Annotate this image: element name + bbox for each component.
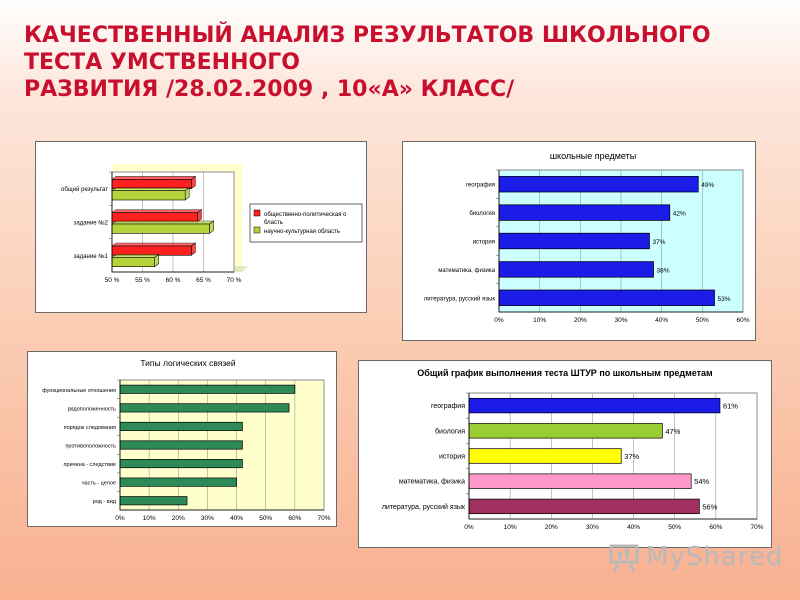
category-label: история bbox=[438, 453, 465, 461]
x-tick-label: 65 % bbox=[196, 277, 211, 284]
bar bbox=[120, 441, 242, 449]
category-label: часть - целое bbox=[81, 480, 116, 487]
x-tick-label: 70% bbox=[750, 524, 764, 531]
x-tick-label: 50% bbox=[695, 317, 709, 324]
bar bbox=[120, 459, 242, 467]
x-tick-label: 70% bbox=[317, 515, 331, 522]
x-tick-label: 40% bbox=[230, 515, 244, 522]
x-tick-label: 50 % bbox=[104, 277, 120, 284]
data-label: 61% bbox=[722, 401, 738, 411]
category-label: география bbox=[465, 182, 495, 189]
bar bbox=[120, 478, 237, 486]
category-label: биология bbox=[469, 211, 495, 218]
data-label: 37% bbox=[624, 452, 640, 461]
legend-label: бласть bbox=[264, 220, 283, 226]
slide-title bbox=[24, 22, 784, 103]
bar bbox=[120, 404, 289, 412]
bar-top bbox=[112, 176, 195, 179]
x-tick-label: 0% bbox=[464, 524, 474, 531]
x-tick-label: 30% bbox=[585, 524, 599, 531]
watermark bbox=[608, 538, 784, 578]
x-tick-label: 60% bbox=[288, 515, 302, 522]
category-label: род - вид bbox=[92, 499, 116, 506]
bar bbox=[469, 398, 720, 413]
bar bbox=[112, 179, 191, 188]
bar-top bbox=[112, 221, 214, 224]
bar-top bbox=[112, 243, 195, 246]
chart-title: Типы логических связей bbox=[140, 358, 236, 368]
x-tick-label: 40% bbox=[655, 317, 669, 324]
bar bbox=[499, 205, 670, 221]
chart-logic bbox=[28, 352, 336, 526]
bar bbox=[112, 191, 185, 200]
bar bbox=[112, 246, 191, 255]
x-tick-label: 10% bbox=[503, 524, 517, 531]
bar bbox=[469, 423, 662, 438]
bar bbox=[469, 499, 699, 514]
category-label: история bbox=[472, 239, 495, 246]
category-label: математика, физика bbox=[398, 478, 465, 486]
category-label: биология bbox=[435, 428, 465, 436]
projector-icon bbox=[608, 540, 642, 574]
data-label: 38% bbox=[656, 267, 670, 275]
x-tick-label: 50% bbox=[668, 524, 682, 531]
x-tick-label: 0% bbox=[494, 317, 504, 324]
legend-swatch bbox=[254, 210, 260, 216]
x-tick-label: 30% bbox=[200, 515, 214, 522]
category-label: география bbox=[431, 403, 465, 411]
chart-tasks-panel bbox=[35, 141, 367, 313]
bar bbox=[499, 262, 654, 278]
slide-title-line1: КАЧЕСТВЕННЫЙ АНАЛИЗ РЕЗУЛЬТАТОВ ШКОЛЬНОГО ТЕСТА УМСТВЕННОГО bbox=[24, 23, 711, 75]
bar bbox=[112, 213, 197, 222]
chart-title: Общий график выполнения теста ШТУР по школьным предметам bbox=[417, 368, 713, 378]
watermark-text: MyShared bbox=[646, 542, 784, 572]
slide-title-line2: РАЗВИТИЯ /28.02.2009 , 10«А» КЛАСС/ bbox=[24, 77, 515, 102]
data-label: 49% bbox=[701, 182, 715, 190]
category-label: порядок следования bbox=[63, 424, 116, 431]
bar bbox=[120, 497, 187, 505]
data-label: 37% bbox=[652, 239, 666, 246]
legend-label: общественно-политическая о bbox=[264, 212, 347, 218]
x-tick-label: 50% bbox=[259, 515, 273, 522]
x-tick-label: 20% bbox=[573, 317, 587, 324]
data-label: 54% bbox=[694, 477, 710, 487]
data-label: 47% bbox=[665, 426, 681, 436]
x-tick-label: 20% bbox=[171, 515, 185, 522]
bar-top bbox=[112, 188, 189, 191]
bar bbox=[112, 257, 155, 266]
category-label: литература, русский язык bbox=[381, 503, 465, 511]
category-label: противоположность bbox=[65, 443, 116, 450]
bar bbox=[499, 176, 698, 192]
x-tick-label: 20% bbox=[544, 524, 558, 531]
data-label: 56% bbox=[702, 502, 718, 512]
legend-label: научно-культурная область bbox=[264, 229, 340, 235]
x-tick-label: 60% bbox=[736, 317, 750, 324]
legend-swatch bbox=[254, 227, 260, 233]
chart-subjects-panel bbox=[402, 141, 756, 341]
chart-subjects bbox=[403, 142, 755, 340]
category-label: причина - следствие bbox=[63, 462, 116, 469]
chart-title: школьные предметы bbox=[549, 151, 637, 161]
bar bbox=[469, 449, 621, 464]
chart-logic-panel bbox=[27, 351, 337, 527]
x-tick-label: 30% bbox=[614, 317, 628, 324]
chart-shtur-panel bbox=[358, 360, 772, 548]
x-tick-label: 60% bbox=[709, 524, 723, 531]
x-tick-label: 70 % bbox=[226, 277, 242, 284]
bar bbox=[469, 474, 691, 489]
category-label: задание №1 bbox=[73, 253, 108, 260]
chart-shtur bbox=[359, 361, 771, 547]
category-label: общий результат bbox=[61, 187, 108, 194]
x-tick-label: 60 % bbox=[165, 277, 181, 284]
bar bbox=[120, 385, 295, 393]
category-label: литература, русский язык bbox=[423, 296, 495, 303]
bar-top bbox=[112, 254, 159, 257]
bar bbox=[120, 422, 242, 430]
data-label: 53% bbox=[717, 295, 731, 303]
bar bbox=[499, 290, 715, 306]
chart-tasks bbox=[36, 142, 366, 312]
data-label: 42% bbox=[672, 210, 686, 218]
category-label: функциональные отношения bbox=[42, 387, 116, 394]
x-tick-label: 10% bbox=[533, 317, 547, 324]
category-label: задание №2 bbox=[73, 220, 108, 227]
bar-top bbox=[112, 210, 201, 213]
x-tick-label: 40% bbox=[627, 524, 641, 531]
x-tick-label: 10% bbox=[142, 515, 156, 522]
bar bbox=[112, 224, 210, 233]
x-tick-label: 55 % bbox=[135, 277, 150, 284]
category-label: рядоположенность bbox=[67, 406, 116, 413]
bar bbox=[499, 233, 649, 249]
x-tick-label: 0% bbox=[115, 515, 125, 522]
category-label: математика, физика bbox=[438, 267, 495, 274]
